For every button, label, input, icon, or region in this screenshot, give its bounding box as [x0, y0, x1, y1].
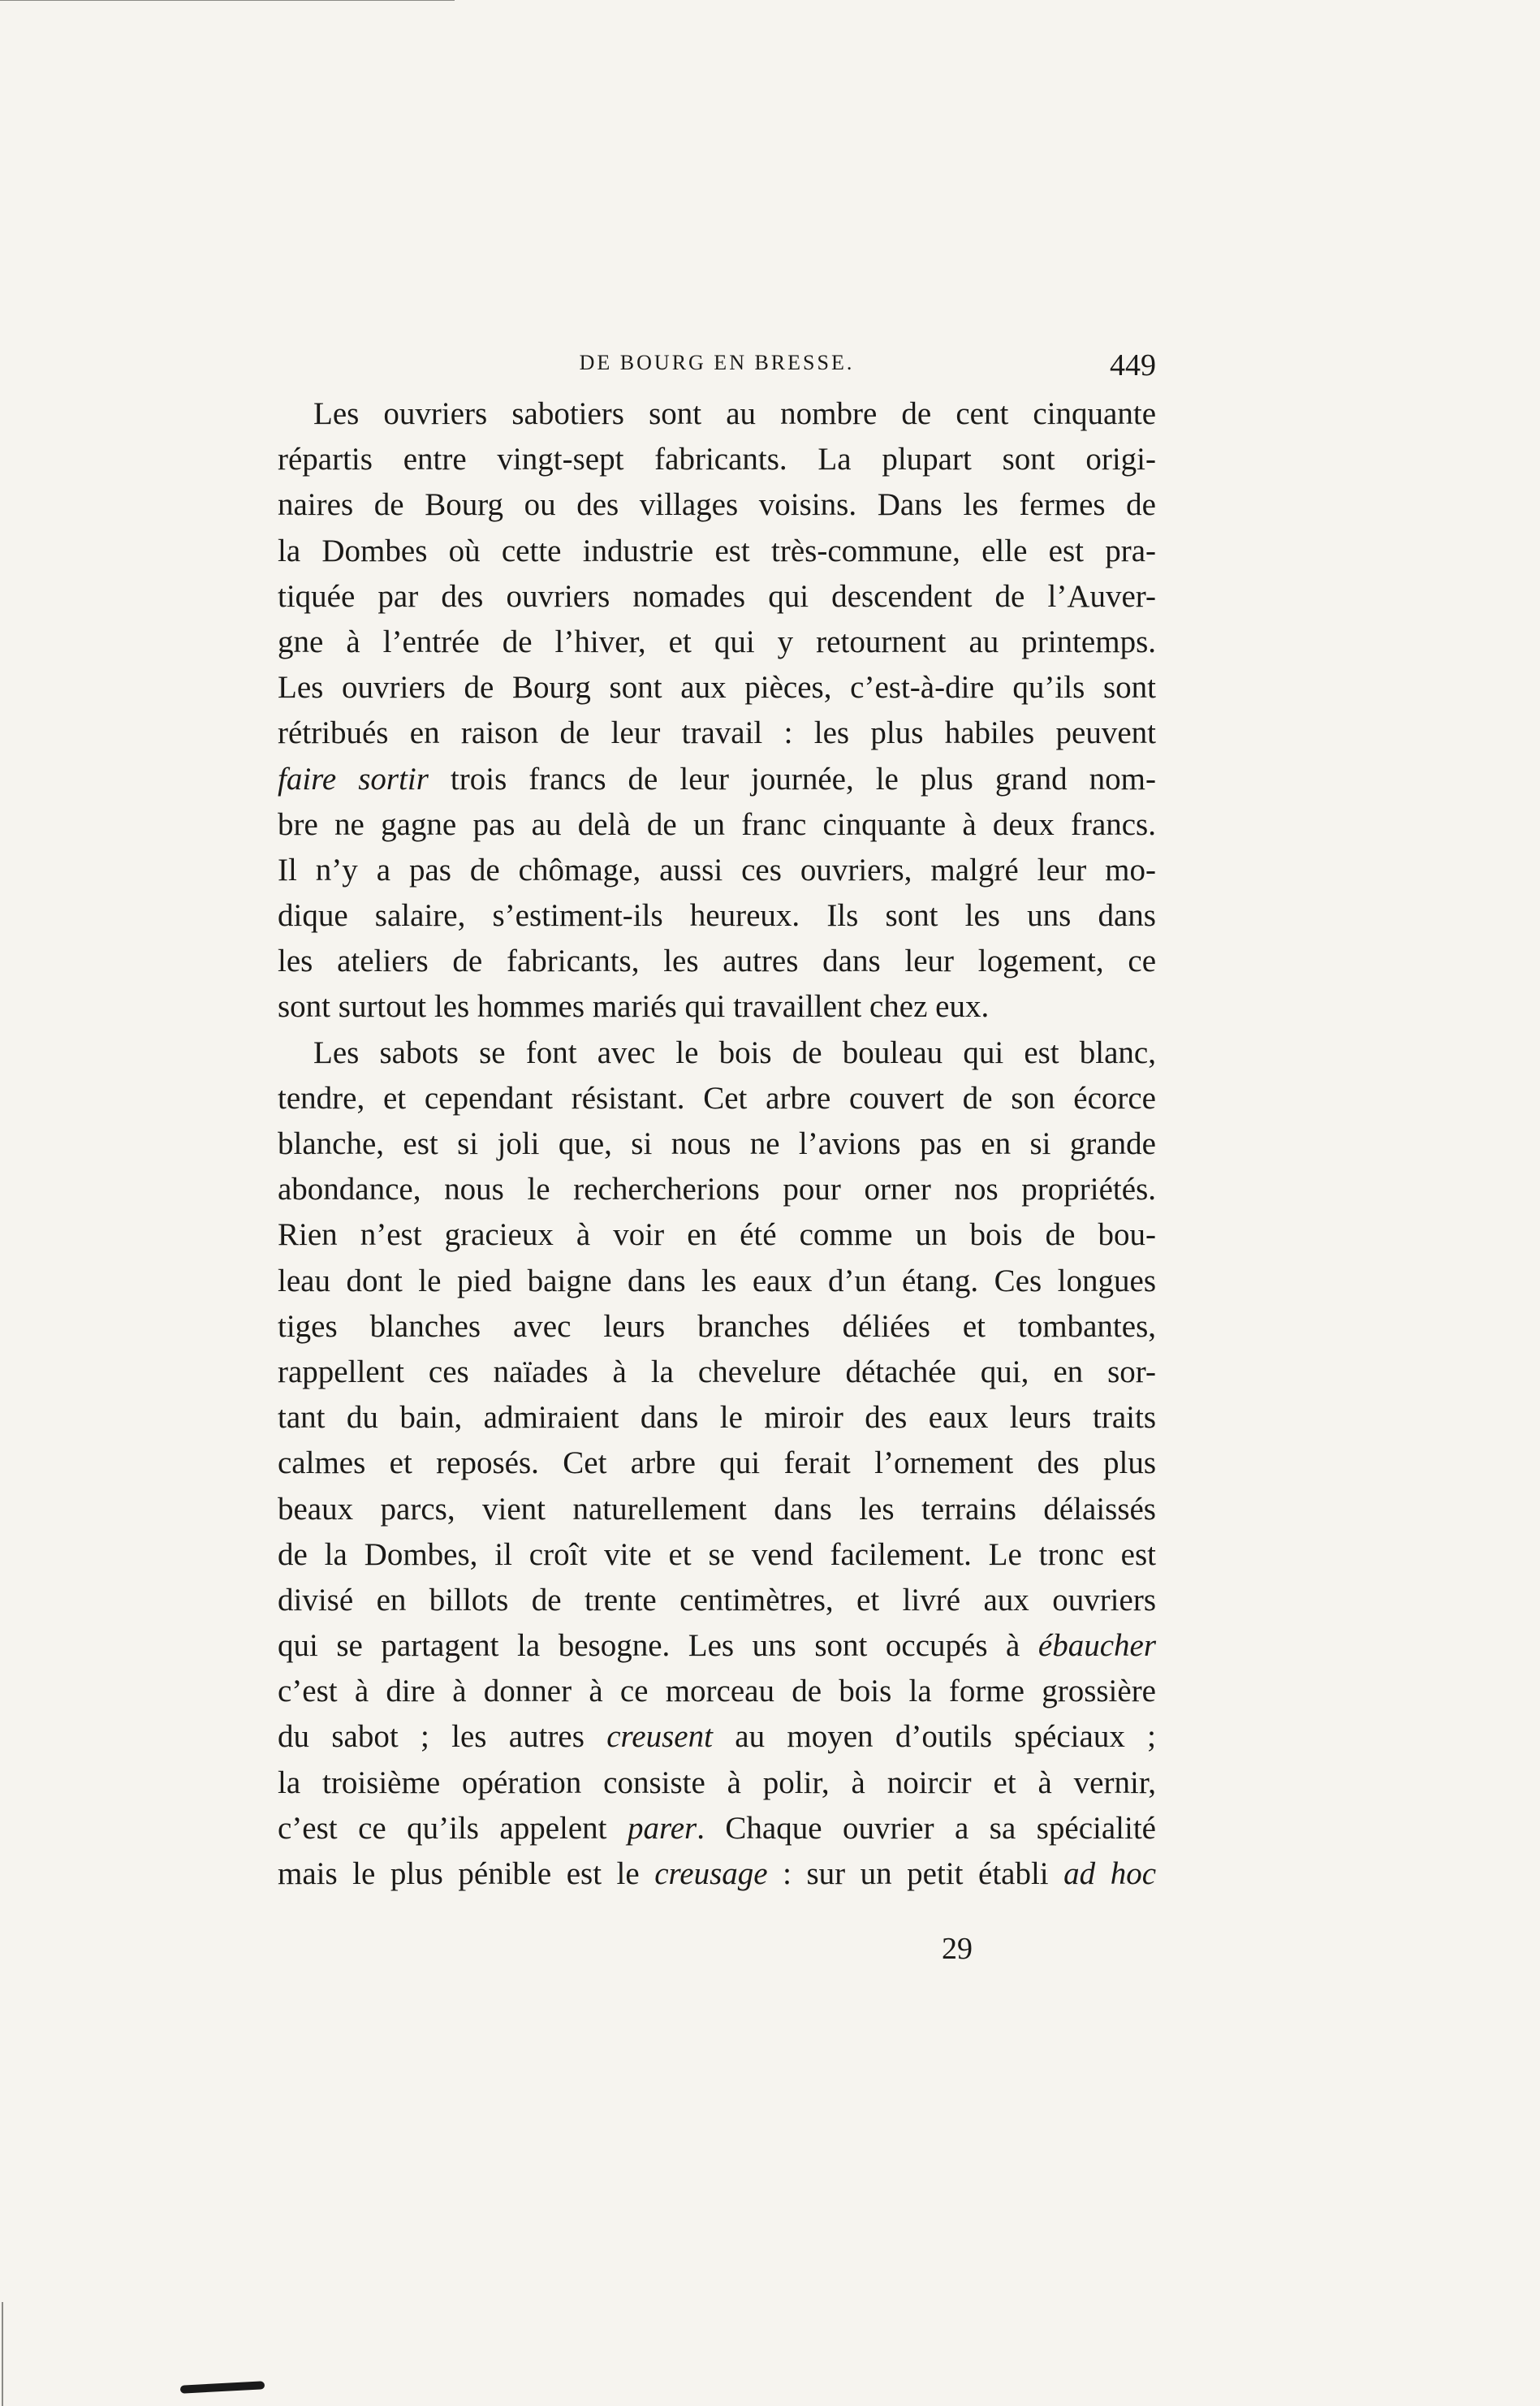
text-line: Les sabots se font avec le bois de bouleau qui est blanc, — [313, 1035, 1156, 1070]
text-line: rétribués en raison de leur travail : les plus habiles peuvent — [278, 715, 1156, 751]
text-line-with-italic: faire sortir trois francs de leur journée, le plus grand nom- — [278, 761, 1156, 797]
text-line: tant du bain, admiraient dans le miroir des eaux leurs traits — [278, 1400, 1156, 1436]
text-line: Les ouvriers sabotiers sont au nombre de cent cinquante — [313, 396, 1156, 431]
ink-smudge — [180, 2381, 265, 2393]
text-line: bre ne gagne pas au delà de un franc cinquante à deux francs. — [278, 806, 1156, 842]
text-line: c’est à dire à donner à ce morceau de bois la forme grossière — [278, 1674, 1156, 1709]
text-line: calmes et reposés. Cet arbre qui ferait l’ornement des plus — [278, 1445, 1156, 1481]
text-line: tendre, et cependant résistant. Cet arbre couvert de son écorce — [278, 1080, 1156, 1116]
signature-mark: 29 — [942, 1932, 973, 1966]
text-line: la troisième opération consiste à polir, à noircir et à vernir, — [278, 1765, 1156, 1800]
italic-phrase: ad hoc — [1063, 1856, 1157, 1891]
body-text — [278, 391, 1156, 1897]
text-line: naires de Bourg ou des villages voisins. Dans les fermes de — [278, 487, 1156, 523]
italic-phrase: faire sortir — [278, 761, 429, 797]
italic-phrase: ébaucher — [1037, 1628, 1156, 1664]
text-line: abondance, nous le rechercherions pour orner nos propriétés. — [278, 1172, 1156, 1207]
italic-phrase: parer — [627, 1810, 697, 1846]
text-line: de la Dombes, il croît vite et se vend facilement. Le tronc est — [278, 1536, 1156, 1572]
text-line-with-italic: qui se partagent la besogne. Les uns sont occupés à ébaucher — [278, 1628, 1156, 1664]
text-line: tiquée par des ouvriers nomades qui descendent de l’Auver- — [278, 578, 1156, 614]
text-line: leau dont le pied baigne dans les eaux d’un étang. Ces longues — [278, 1263, 1156, 1298]
text-line: sont surtout les hommes mariés qui travaillent chez eux. — [278, 989, 990, 1025]
text-line: répartis entre vingt-sept fabricants. La plupart sont origi- — [278, 442, 1156, 477]
text-line: blanche, est si joli que, si nous ne l’avions pas en si grande — [278, 1126, 1156, 1161]
text-line: rappellent ces naïades à la chevelure détachée qui, en sor- — [278, 1354, 1156, 1389]
text-line: Il n’y a pas de chômage, aussi ces ouvriers, malgré leur mo- — [278, 852, 1156, 888]
italic-phrase: creusage — [654, 1856, 768, 1891]
page-left-edge-line — [2, 2302, 3, 2406]
text-line-with-italic: du sabot ; les autres creusent au moyen d’outils spéciaux ; — [278, 1719, 1156, 1755]
text-line: tiges blanches avec leurs branches déliées et tombantes, — [278, 1308, 1156, 1344]
text-line: dique salaire, s’estiment-ils heureux. Ils sont les uns dans — [278, 898, 1156, 934]
text-line-with-italic: c’est ce qu’ils appelent parer. Chaque ouvrier a sa spécialité — [278, 1810, 1156, 1846]
text-line: gne à l’entrée de l’hiver, et qui y retournent au printemps. — [278, 624, 1156, 659]
page-top-edge-line — [0, 0, 455, 1]
text-line: beaux parcs, vient naturellement dans les terrains délaissés — [278, 1491, 1156, 1527]
text-line: les ateliers de fabricants, les autres dans leur logement, ce — [278, 944, 1156, 979]
text-line: Les ouvriers de Bourg sont aux pièces, c’est-à-dire qu’ils sont — [278, 670, 1156, 706]
text-line: Rien n’est gracieux à voir en été comme un bois de bou- — [278, 1217, 1156, 1253]
running-title: DE BOURG EN BRESSE. — [579, 351, 855, 374]
page-number: 449 — [1110, 348, 1156, 382]
italic-phrase: creusent — [606, 1719, 713, 1755]
text-line-with-italic: mais le plus pénible est le creusage : sur un petit établi ad hoc — [278, 1856, 1157, 1891]
text-line: la Dombes où cette industrie est très-commune, elle est pra- — [278, 533, 1156, 568]
text-line: divisé en billots de trente centimètres, et livré aux ouvriers — [278, 1582, 1156, 1618]
running-head — [278, 348, 1156, 387]
